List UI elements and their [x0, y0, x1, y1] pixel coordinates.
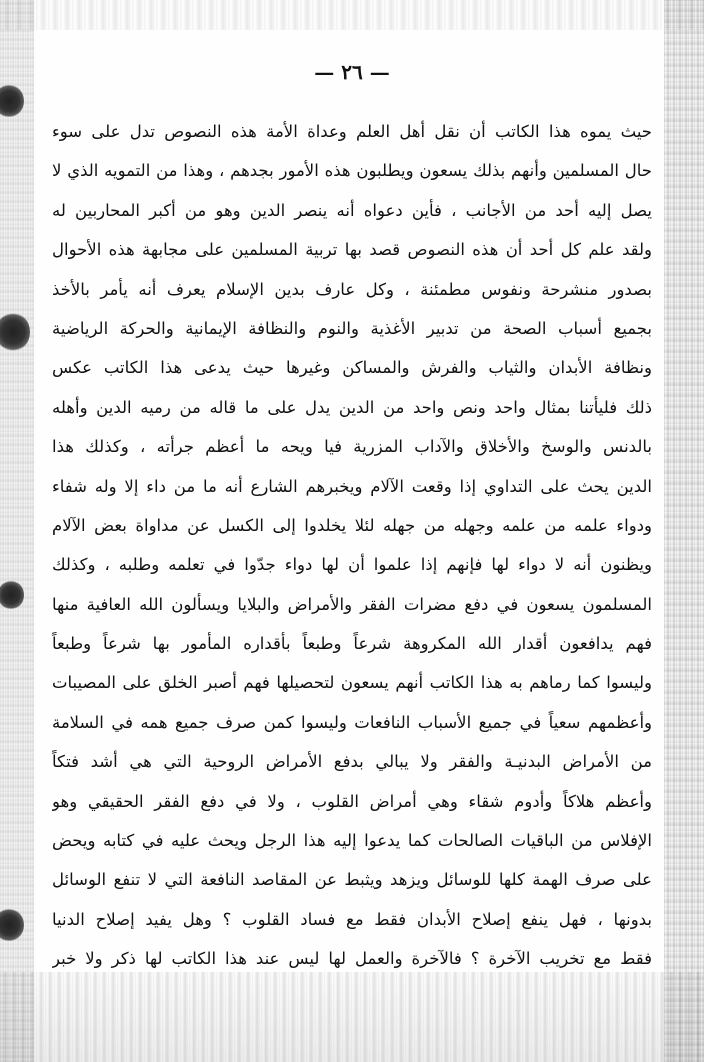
page-number: — ٢٦ —: [314, 60, 390, 84]
scan-noise-top: [0, 0, 704, 30]
text-line: على صرف الهمة كلها للوسائل ويزهد ويثبط عن المقاصد النافعة التي لا تنفع الوسائل: [52, 870, 652, 890]
text-line: بصدور منشرحة ونفوس مطمئنة ، وكل عارف بدين الإسلام يعرف أنه يأمر بالأخذ: [52, 279, 652, 299]
text-line: ونظافة الأبدان والثياب والفرش والمساكن وغيرها حيث يدعى هذا الكاتب عكس: [52, 358, 652, 378]
text-line: بالدنس والوسخ والأخلاق والآداب المزرية فيا ويحه ما أعظم جرأته ، وكذلك هذا: [52, 437, 652, 457]
text-line: فهم يدافعون أقدار الله المكروهة شرعاً وطبعاً بأقداره المأمور بها شرعاً وطبعاً: [52, 634, 652, 654]
text-line: ولقد علم كل أحد أن هذه النصوص قصد بها تربية المسلمين على مجابهة هذه الأحوال: [52, 240, 652, 260]
text-line: ذلك فليأتنا بمثال واحد ونص واحد من الدين يدل على ما قاله من رميه الدين وأهله: [52, 397, 652, 417]
text-line: ودواء علمه من علمه وجهله من جهله لئلا يخلدوا إلى الكسل عن مداواة بعض الآلام: [52, 515, 652, 535]
text-line: يصل إليه أحد من الأجانب ، فأين دعواه أنه ينصر الدين وهو من أكبر المحاربين له: [52, 200, 652, 220]
scan-noise-left: [0, 0, 34, 1062]
text-line: بجميع أسباب الصحة من تدبير الأغذية والنوم والنظافة الإيمانية والحركة الرياضية: [52, 318, 652, 338]
text-line: فقط مع تخريب الآخرة ؟ فالآخرة والعمل لها ليس عند هذا الكاتب لها ذكر ولا خبر: [52, 949, 652, 969]
scan-noise-bottom: [0, 972, 704, 1062]
text-line: ويظنون أنه لا دواء لها فإنهم إذا علموا أن لها دواء جدّوا في تعلمه وطلبه ، وكذلك: [52, 555, 652, 575]
text-line: وأعظمهم سعياً في جميع الأسباب النافعات وليسوا كمن صرف جميع همه في السلامة: [52, 712, 652, 732]
text-line: بدونها ، فهل ينفع إصلاح الأبدان فقط مع فساد القلوب ؟ وهل يفيد إصلاح الدنيا: [52, 909, 652, 929]
text-line: من الأمراض البدنيـة والفقر ولا يبالي بدفع الأمراض الروحية التي هي أشد فتكاً: [52, 752, 652, 772]
text-line: الدين يحث على التداوي إذا وقعت الآلام ويخبرهم الشارع أنه ما من داء إلا وله شفاء: [52, 476, 652, 496]
text-line: حيث يموه هذا الكاتب أن نقل أهل العلم وعداة الأمة هذه النصوص تدل على سوء: [52, 122, 652, 141]
text-line: المسلمون يسعون في دفع مضرات الفقر والأمراض والبلايا ويسألون الله العافية منها: [52, 594, 652, 614]
text-line: وليسوا كما رماهم به هذا الكاتب أنهم يسعون لتحصيلها فهم أصبر الخلق على المصيبات: [52, 673, 652, 693]
text-line: وأعظم هلاكاً وأدوم شقاء وهي أمراض القلوب ، ولا في دفع الفقر الحقيقي وهو: [52, 791, 652, 811]
text-line: حال المسلمين وأنهم بذلك يسعون ويطلبون هذه الأمور بجدهم ، وهذا من التمويه الذي لا: [52, 161, 652, 181]
scan-noise-right: [664, 0, 704, 1062]
text-line: الإفلاس من الباقيات الصالحات كما يدعوا إليه هذا الرجل ويحث عليه في كتابه ويحض: [52, 831, 652, 851]
body-text: [52, 112, 652, 979]
